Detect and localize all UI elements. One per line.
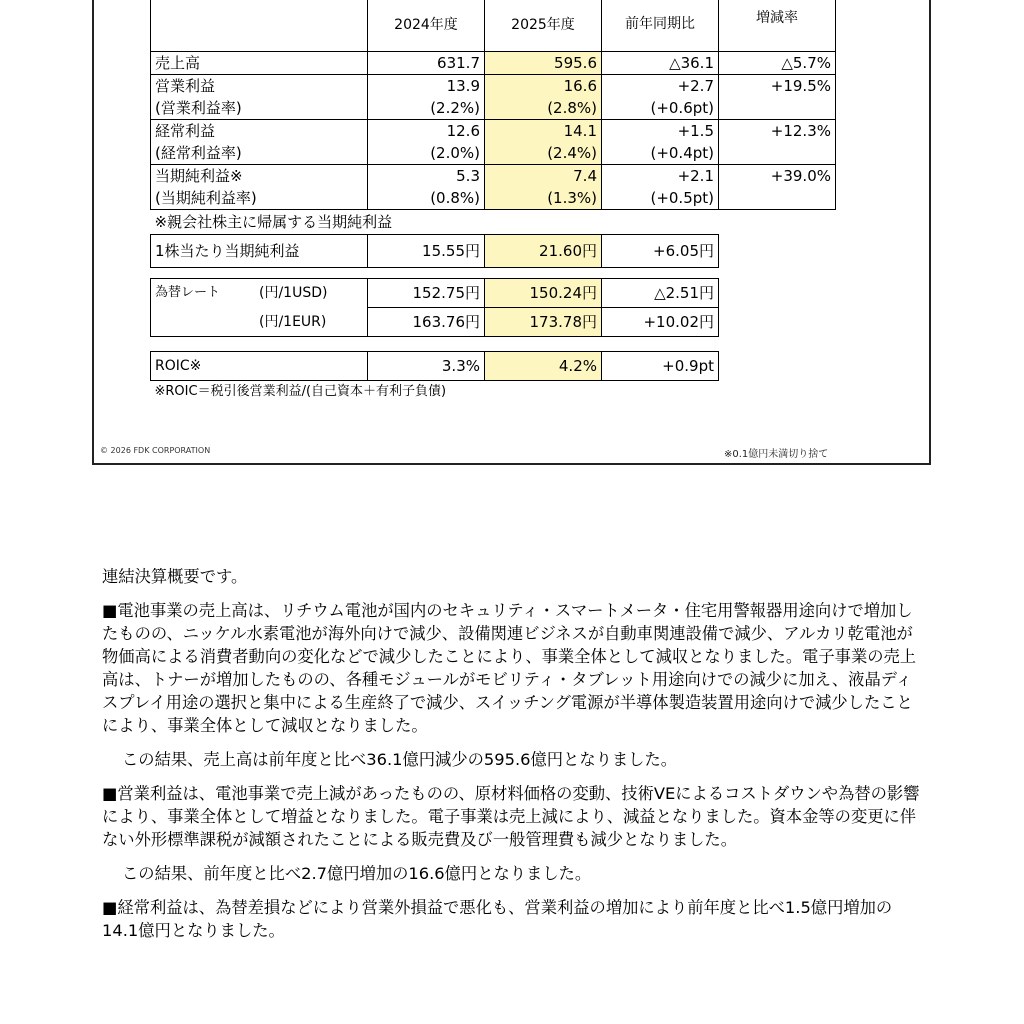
note-row [151,381,836,404]
cell-eps-yoy: +6.05円 [602,235,719,268]
value: (2.2%) [430,99,480,117]
row-label-roic: ROIC※ [151,352,368,381]
table-row [151,120,836,165]
header-rate: 増減率 [719,0,836,52]
value: (2.4%) [547,144,597,162]
value: 5.3 [456,167,480,185]
spacer [151,268,836,279]
fx-eur-label: (円/1EUR) [259,314,327,330]
empty-cell [719,235,836,268]
value: 14.1 [563,122,597,140]
roic-note: ※ROIC＝税引後営業利益/(自己資本＋有利子負債) [154,384,447,399]
table-row [151,352,836,381]
value: (+0.5pt) [650,189,714,207]
cell-net-2024 [368,165,485,210]
rounding-note: ※0.1億円未満切り捨て [724,449,829,460]
cell-eur-yoy: +10.02円 [602,308,719,337]
cell-eur-2024: 163.76円 [368,308,485,337]
cell-usd-2024: 152.75円 [368,279,485,308]
value: 7.4 [573,167,597,185]
operating-result-paragraph: この結果、前年度と比べ2.7億円増加の16.6億円となりました。 [122,864,592,883]
intro-paragraph: 連結決算概要です。 [102,567,248,586]
sales-result-paragraph: この結果、売上高は前年度と比べ36.1億円減少の595.6億円となりました。 [122,750,678,769]
value: (+0.4pt) [650,144,714,162]
fx-label: 為替レート [155,285,221,300]
value: (1.3%) [547,189,597,207]
cell-sales-2025: 595.6 [485,52,602,75]
header-2025: 2025年度 [485,0,602,52]
note-row [151,210,836,235]
value: 16.6 [563,77,597,95]
net-profit-note: ※親会社株主に帰属する当期純利益 [154,213,393,231]
label-operating-profit: 営業利益 [155,77,216,95]
battery-electronics-sales-paragraph: ■電池事業の売上高は、リチウム電池が国内のセキュリティ・スマートメータ・住宅用警報器用途向けで増加したものの、ニッケル水素電池が海外向けで減少、設備関連ビジネスが自動車関連設備で減少、アルカリ乾電池が物価高による消費者動向の変化などで減少したことにより、事業全体として減収となりました。電子事業の売上高は、トナーが増加したものの、各種モジュールがモビリティ・タブレット用途向けでの減少に加え、液晶ディスプレイ用途の選択と集中による生産終了で減少、スイッチング電源が半導体製造装置用途向けで減少したことにより、事業全体として減収となりました。 [102,601,917,735]
spacer-row [151,268,836,279]
table-row [151,52,836,75]
row-label-operating [151,75,368,120]
table-row [151,235,836,268]
cell-net-rate: +39.0% [719,165,836,210]
label-net-profit: 当期純利益※ [155,167,243,185]
cell-eps-2025: 21.60円 [485,235,602,268]
spacer-row [151,337,836,352]
cell-roic-2024: 3.3% [368,352,485,381]
cell-op-2024 [368,75,485,120]
value: +2.7 [677,77,714,95]
cell-ord-2024 [368,120,485,165]
cell-usd-2025: 150.24円 [485,279,602,308]
row-label-fx [151,279,368,337]
label-ordinary-profit: 経常利益 [155,122,216,140]
cell-sales-yoy: △36.1 [602,52,719,75]
ordinary-profit-paragraph: ■経常利益は、為替差損などにより営業外損益で悪化も、営業利益の増加により前年度と比べ1.5億円増加の14.1億円となりました。 [102,898,893,940]
value: (2.0%) [430,144,480,162]
value: (+0.6pt) [650,99,714,117]
table-row [151,165,836,210]
operating-profit-paragraph: ■営業利益は、電池事業で売上減があったものの、原材料価格の変動、技術VEによるコストダウンや為替の影響により、事業全体として増益となりました。電子事業は売上減により、減益となりました。資本金等の変更に伴ない外形標準課税が減額されたことによる販売費及び一般管理費も減少となりました。 [102,784,920,849]
header-blank [151,0,368,52]
label-operating-margin: (営業利益率) [155,99,242,117]
row-label-eps: 1株当たり当期純利益 [151,235,368,268]
cell-net-yoy [602,165,719,210]
cell-op-rate: +19.5% [719,75,836,120]
cell-usd-yoy: △2.51円 [602,279,719,308]
value: 13.9 [446,77,480,95]
row-label-net [151,165,368,210]
cell-roic-yoy: +0.9pt [602,352,719,381]
empty-cell [719,308,836,337]
cell-ord-yoy [602,120,719,165]
fx-usd-label: (円/1USD) [259,285,328,301]
copyright-text: © 2026 FDK CORPORATION [100,446,211,455]
cell-sales-rate: △5.7% [719,52,836,75]
row-label-sales: 売上高 [151,52,368,75]
spacer [151,337,836,352]
table-row [151,279,836,308]
slide-frame [92,0,931,465]
cell-net-2025 [485,165,602,210]
value: +1.5 [677,122,714,140]
cell-roic-2025: 4.2% [485,352,602,381]
label-ordinary-margin: (経常利益率) [155,144,242,162]
label-net-margin: (当期純利益率) [155,189,257,207]
value: 12.6 [446,122,480,140]
cell-ord-2025 [485,120,602,165]
value: (2.8%) [547,99,597,117]
empty-cell [719,352,836,381]
explanation-text [102,565,922,953]
table-row [151,75,836,120]
table-header-row [151,0,836,52]
header-yoy: 前年同期比 [602,0,719,52]
cell-op-yoy [602,75,719,120]
cell-ord-rate: +12.3% [719,120,836,165]
value: +2.1 [677,167,714,185]
value: (0.8%) [430,189,480,207]
row-label-ordinary [151,120,368,165]
financial-summary-table [150,0,836,403]
cell-eur-2025: 173.78円 [485,308,602,337]
cell-op-2025 [485,75,602,120]
header-2024: 2024年度 [368,0,485,52]
empty-cell [719,279,836,308]
cell-eps-2024: 15.55円 [368,235,485,268]
cell-sales-2024: 631.7 [368,52,485,75]
